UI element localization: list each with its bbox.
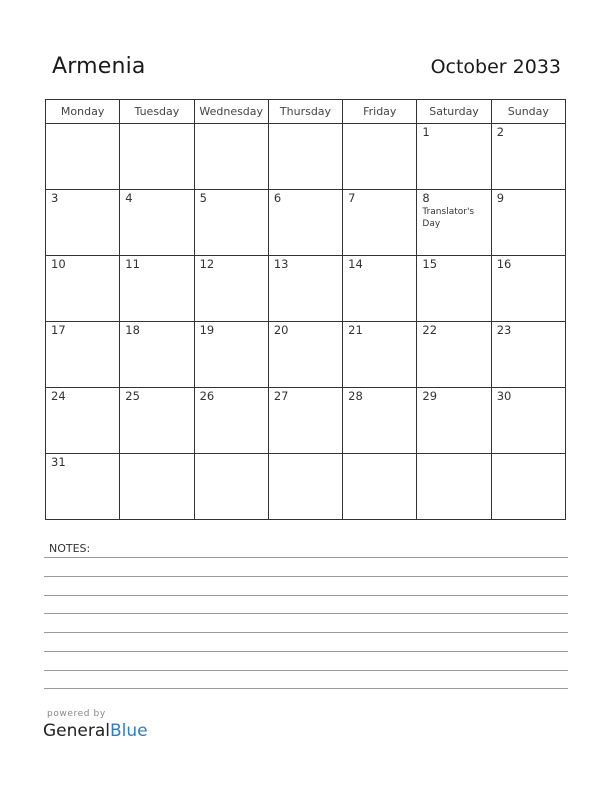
day-cell bbox=[417, 256, 491, 322]
week-row bbox=[46, 124, 566, 190]
day-cell bbox=[268, 454, 342, 520]
weekday-header: Tuesday bbox=[120, 100, 194, 124]
calendar-country-title: Armenia bbox=[52, 54, 146, 79]
day-number: 12 bbox=[199, 257, 215, 271]
day-cell bbox=[491, 190, 565, 256]
weekday-header-row bbox=[46, 100, 566, 124]
day-number: 28 bbox=[348, 389, 363, 403]
day-number: 18 bbox=[125, 323, 140, 337]
day-cell bbox=[268, 256, 342, 322]
notes-line bbox=[44, 632, 568, 633]
day-cell bbox=[46, 256, 120, 322]
day-cell bbox=[343, 256, 417, 322]
weekday-header: Wednesday bbox=[194, 100, 268, 124]
day-number bbox=[120, 124, 193, 126]
day-cell bbox=[491, 322, 565, 388]
day-cell bbox=[46, 388, 120, 454]
day-cell bbox=[120, 454, 194, 520]
day-cell bbox=[120, 190, 194, 256]
day-cell bbox=[120, 256, 194, 322]
day-cell bbox=[417, 190, 491, 256]
day-cell bbox=[194, 322, 268, 388]
day-cell bbox=[268, 388, 342, 454]
day-number: 5 bbox=[199, 191, 207, 205]
day-number: 13 bbox=[273, 257, 289, 271]
day-cell bbox=[194, 388, 268, 454]
day-cell bbox=[268, 124, 342, 190]
day-number: 23 bbox=[496, 323, 512, 337]
day-number: 16 bbox=[496, 257, 512, 271]
day-number: 25 bbox=[125, 389, 140, 403]
day-number: 9 bbox=[496, 191, 505, 205]
week-row bbox=[46, 322, 566, 388]
day-number: 22 bbox=[422, 323, 438, 337]
day-cell bbox=[120, 322, 194, 388]
day-number bbox=[195, 454, 268, 456]
day-cell bbox=[46, 190, 120, 256]
brand-blue: Blue bbox=[110, 721, 148, 741]
day-number: 6 bbox=[273, 191, 282, 205]
day-number bbox=[343, 454, 416, 456]
day-number: 7 bbox=[348, 191, 356, 205]
day-cell bbox=[194, 454, 268, 520]
day-cell bbox=[46, 322, 120, 388]
holiday-event: Translator's Day bbox=[422, 207, 475, 229]
day-number: 10 bbox=[51, 257, 66, 271]
notes-line bbox=[44, 557, 568, 558]
day-number bbox=[120, 454, 193, 456]
day-number bbox=[417, 454, 490, 456]
day-cell bbox=[194, 256, 268, 322]
week-row bbox=[46, 256, 566, 322]
day-cell bbox=[194, 124, 268, 190]
day-number: 1 bbox=[422, 125, 430, 139]
day-cell bbox=[343, 190, 417, 256]
day-cell bbox=[46, 454, 120, 520]
day-number bbox=[269, 124, 342, 126]
day-number: 30 bbox=[496, 389, 512, 403]
day-number: 11 bbox=[125, 257, 140, 271]
day-cell bbox=[491, 256, 565, 322]
notes-line bbox=[44, 670, 568, 671]
notes-label: NOTES: bbox=[49, 542, 91, 555]
day-number: 31 bbox=[51, 455, 66, 469]
weekday-header: Monday bbox=[46, 100, 120, 124]
day-cell bbox=[268, 322, 342, 388]
notes-line bbox=[44, 688, 568, 689]
notes-line bbox=[44, 576, 568, 577]
day-number bbox=[492, 454, 565, 456]
day-number bbox=[195, 124, 268, 126]
day-number: 29 bbox=[422, 389, 438, 403]
day-number: 14 bbox=[348, 257, 363, 271]
day-cell bbox=[417, 322, 491, 388]
week-row bbox=[46, 388, 566, 454]
day-cell bbox=[343, 124, 417, 190]
day-cell bbox=[491, 388, 565, 454]
day-number: 17 bbox=[51, 323, 66, 337]
day-cell bbox=[194, 190, 268, 256]
day-number bbox=[343, 124, 416, 126]
day-number: 2 bbox=[496, 125, 505, 139]
notes-line bbox=[44, 613, 568, 614]
brand-general: General bbox=[43, 721, 110, 741]
day-number: 27 bbox=[273, 389, 289, 403]
day-number: 15 bbox=[422, 257, 438, 271]
day-number: 20 bbox=[273, 323, 289, 337]
day-cell bbox=[343, 454, 417, 520]
calendar-grid bbox=[45, 99, 566, 520]
weekday-header: Friday bbox=[343, 100, 417, 124]
day-cell bbox=[417, 454, 491, 520]
day-number: 3 bbox=[51, 191, 59, 205]
week-row bbox=[46, 190, 566, 256]
day-cell bbox=[46, 124, 120, 190]
day-number: 8 bbox=[422, 191, 430, 205]
day-cell bbox=[120, 124, 194, 190]
notes-line bbox=[44, 651, 568, 652]
day-number: 24 bbox=[51, 389, 66, 403]
day-cell bbox=[343, 322, 417, 388]
day-cell bbox=[120, 388, 194, 454]
weekday-header: Thursday bbox=[268, 100, 342, 124]
week-row bbox=[46, 454, 566, 520]
day-cell bbox=[417, 388, 491, 454]
day-number bbox=[46, 124, 119, 126]
day-number bbox=[269, 454, 342, 456]
day-number: 19 bbox=[199, 323, 215, 337]
day-cell bbox=[417, 124, 491, 190]
day-number: 21 bbox=[348, 323, 363, 337]
weekday-header: Saturday bbox=[417, 100, 491, 124]
day-cell bbox=[491, 124, 565, 190]
day-number: 26 bbox=[199, 389, 215, 403]
calendar-month-title: October 2033 bbox=[430, 56, 561, 78]
day-cell bbox=[343, 388, 417, 454]
day-cell bbox=[491, 454, 565, 520]
powered-by-text: powered by bbox=[47, 709, 106, 719]
day-number: 4 bbox=[125, 191, 133, 205]
day-cell bbox=[268, 190, 342, 256]
weekday-header: Sunday bbox=[491, 100, 565, 124]
brand-logo bbox=[43, 721, 148, 741]
notes-line bbox=[44, 595, 568, 596]
